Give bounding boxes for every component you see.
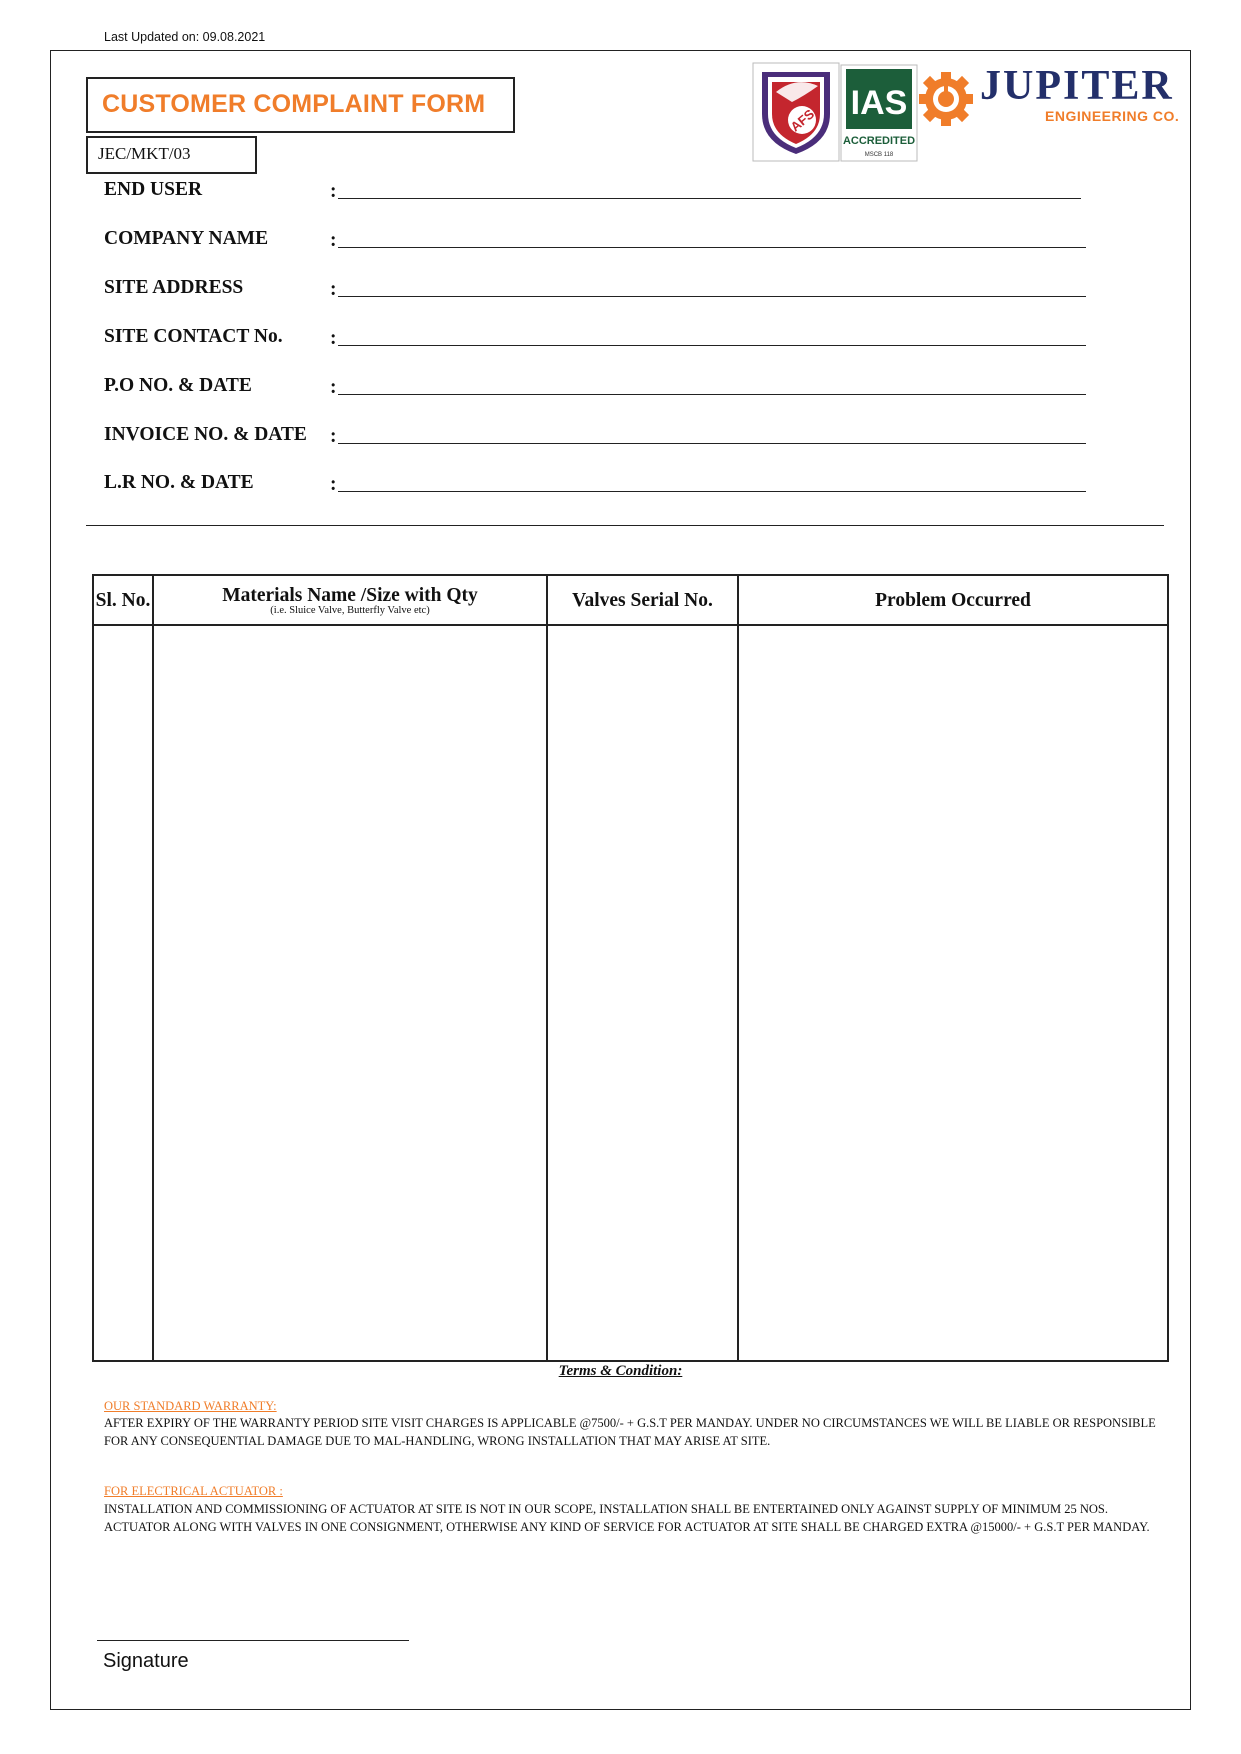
po-number-input-line[interactable] [338, 394, 1086, 395]
signature-line[interactable] [97, 1640, 409, 1641]
site-address-input-line[interactable] [338, 296, 1086, 297]
field-label: SITE CONTACT No. [104, 326, 283, 347]
terms-title: Terms & Condition: [558, 1363, 683, 1379]
field-colon: : [330, 328, 337, 349]
warranty-text: AFTER EXPIRY OF THE WARRANTY PERIOD SITE VISIT CHARGES IS APPLICABLE @7500/- + G.S.T PER MANDAY. UNDER NO CIRCUMSTANCES WE WILL BE LIABLE OR RESPONSIBLE FOR ANY CONSEQUENTIAL DAMAGE DUE TO MAL-HANDLING, WRONG INSTALLATION THAT MAY ARISE AT SITE. [104, 1416, 1156, 1448]
table-header-row [93, 575, 1168, 625]
sl-no-cell[interactable] [93, 625, 153, 1361]
field-label: INVOICE NO. & DATE [104, 424, 307, 445]
field-label: L.R NO. & DATE [104, 472, 254, 493]
field-colon: : [330, 230, 337, 251]
lr-number-input-line[interactable] [338, 491, 1086, 492]
field-colon: : [330, 377, 337, 398]
ias-logo-text: IAS [850, 84, 908, 122]
col-header-serial-no: Valves Serial No. [547, 575, 738, 625]
section-divider [86, 525, 1164, 526]
brand-name: JUPITER [980, 63, 1174, 109]
last-updated-text: Last Updated on: 09.08.2021 [104, 30, 266, 44]
invoice-number-input-line[interactable] [338, 443, 1086, 444]
ias-accredited-text: ACCREDITED [842, 135, 916, 147]
col-header-problem: Problem Occurred [738, 575, 1168, 625]
field-colon: : [330, 181, 337, 202]
col-header-sl-no: Sl. No. [93, 575, 153, 625]
company-name-input-line[interactable] [338, 247, 1086, 248]
col-header-material: Materials Name /Size with Qty (i.e. Sluice Valve, Butterfly Valve etc) [153, 575, 547, 625]
actuator-text: INSTALLATION AND COMMISSIONING OF ACTUATOR AT SITE IS NOT IN OUR SCOPE, INSTALLATION SHALL BE ENTERTAINED ONLY AGAINST SUPPLY OF MINIMUM 25 NOS. ACTUATOR ALONG WITH VALVES IN ONE CONSIGNMENT, OTHERWISE ANY KIND OF SERVICE FOR ACTUATOR AT SITE SHALL BE CHARGED EXTRA @15000/- + G.S.T PER MANDAY. [104, 1502, 1150, 1534]
field-label: SITE ADDRESS [104, 277, 244, 298]
complaint-items-table [92, 574, 1169, 1362]
field-label: P.O NO. & DATE [104, 375, 252, 396]
end-user-input-line[interactable] [338, 198, 1081, 199]
field-colon: : [330, 426, 337, 447]
afs-logo-text: AFS [787, 106, 818, 135]
actuator-heading: FOR ELECTRICAL ACTUATOR : [104, 1484, 283, 1498]
table-row [93, 625, 1168, 1361]
site-contact-input-line[interactable] [338, 345, 1086, 346]
serial-no-cell[interactable] [547, 625, 738, 1361]
problem-cell[interactable] [738, 625, 1168, 1361]
form-title: CUSTOMER COMPLAINT FORM [102, 90, 486, 118]
ias-sub-text: MSCB 118 [864, 152, 894, 158]
brand-subtitle: ENGINEERING CO. [1045, 108, 1180, 124]
warranty-heading: OUR STANDARD WARRANTY: [104, 1399, 277, 1413]
col-header-material-hint: (i.e. Sluice Valve, Butterfly Valve etc) [270, 605, 430, 616]
field-label: END USER [104, 179, 203, 200]
material-cell[interactable] [153, 625, 547, 1361]
field-colon: : [330, 279, 337, 300]
form-code: JEC/MKT/03 [98, 144, 191, 163]
afs-certification-logo [752, 62, 840, 162]
gear-icon [918, 66, 974, 128]
ias-accreditation-logo [840, 64, 918, 162]
field-colon: : [330, 474, 337, 495]
field-label: COMPANY NAME [104, 228, 269, 249]
signature-label: Signature [103, 1650, 189, 1672]
